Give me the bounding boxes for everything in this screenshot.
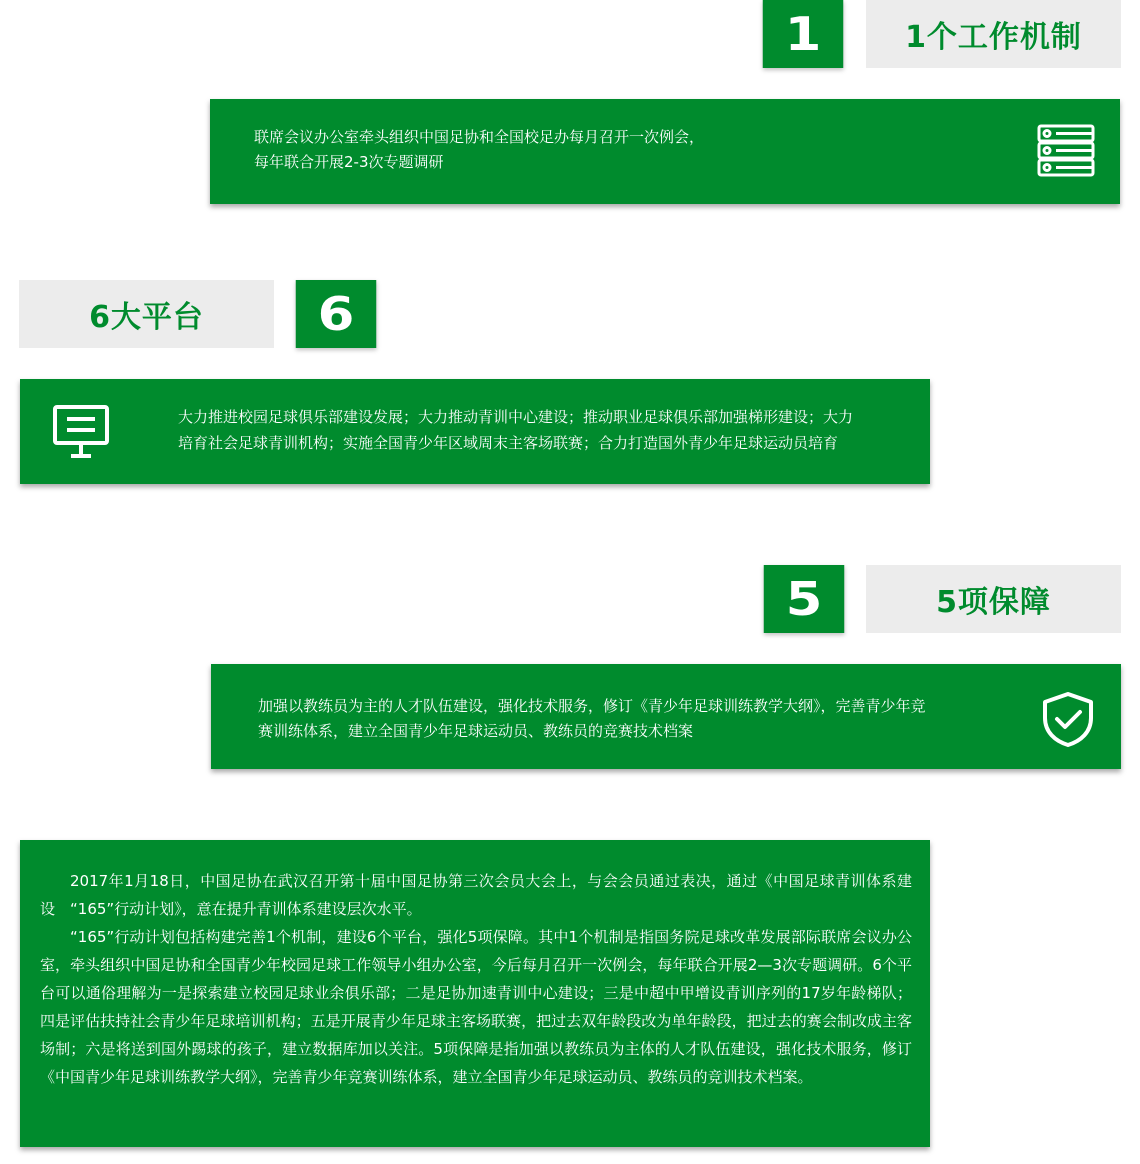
guarantees-description (258, 694, 998, 744)
server-stack-icon (1036, 123, 1096, 179)
platforms-title-box (19, 280, 274, 348)
platforms-title: 6大平台 (89, 300, 204, 335)
summary-paragraph-1: 2017年1月18日，中国足协在武汉召开第十届中国足协第三次会员大会上，与会会员通过表决，通过《中国足球青训体系建设 “165”行动计划》，意在提升青训体系建设层次水平。 (40, 872, 912, 918)
guarantees-title-box (866, 565, 1121, 633)
mechanism-number: 1 (784, 7, 822, 61)
summary-panel (20, 840, 930, 1147)
guarantees-number: 5 (785, 572, 823, 626)
mechanism-title: 1个工作机制 (905, 20, 1082, 55)
platforms-number: 6 (317, 287, 355, 341)
mechanism-title-box (866, 0, 1121, 68)
mechanism-number-badge (763, 0, 844, 68)
monitor-icon (52, 403, 110, 461)
mechanism-card (210, 99, 1120, 204)
platforms-number-badge (296, 280, 377, 348)
platforms-line-1: 大力推进校园足球俱乐部建设发展；大力推动青训中心建设；推动职业足球俱乐部加强梯形建设；大力 (178, 408, 854, 426)
mechanism-description (254, 125, 954, 175)
guarantees-line-2: 赛训练体系，建立全国青少年足球运动员、教练员的竞赛技术档案 (258, 722, 694, 740)
guarantees-line-1: 加强以教练员为主的人才队伍建设，强化技术服务，修订《青少年足球训练教学大纲》，完善青少年竞 (258, 697, 926, 715)
guarantees-number-badge (764, 565, 845, 633)
mechanism-line-2: 每年联合开展2-3次专题调研 (254, 153, 444, 171)
shield-check-icon (1041, 690, 1095, 748)
guarantees-title: 5项保障 (936, 585, 1051, 620)
platforms-description (178, 404, 918, 456)
mechanism-line-1: 联席会议办公室牵头组织中国足协和全国校足办每月召开一次例会， (254, 128, 705, 146)
summary-paragraph-2: “165”行动计划包括构建完善1个机制，建设6个平台，强化5项保障。其中1个机制是指国务院足球改革发展部际联席会议办公室，牵头组织中国足协和全国青少年校园足球工作领导小组办公室，今后每月召开一次例会，每年联合开展2—3次专题调研。6个平台可以通俗理解为一是探索建立校园足球业余俱乐部；二是足协加速青训中心建设；三是中超中甲增设青训序列的17岁年龄梯队；四是评估扶持社会青少年足球培训机构；五是开展青少年足球主客场联赛，把过去双年龄段改为单年龄段，把过去的赛会制改成主客场制；六是将送到国外踢球的孩子，建立数据库加以关注。5项保障是指加强以教练员为主体的人才队伍建设，强化技术服务，修订《中国青少年足球训练教学大纲》，完善青少年竞赛训练体系，建立全国青少年足球运动员、教练员的竞训技术档案。 (40, 928, 912, 1086)
platforms-card (20, 379, 930, 484)
guarantees-card (211, 664, 1121, 769)
platforms-line-2: 培育社会足球青训机构；实施全国青少年区域周末主客场联赛；合力打造国外青少年足球运动员培育 (178, 434, 839, 452)
